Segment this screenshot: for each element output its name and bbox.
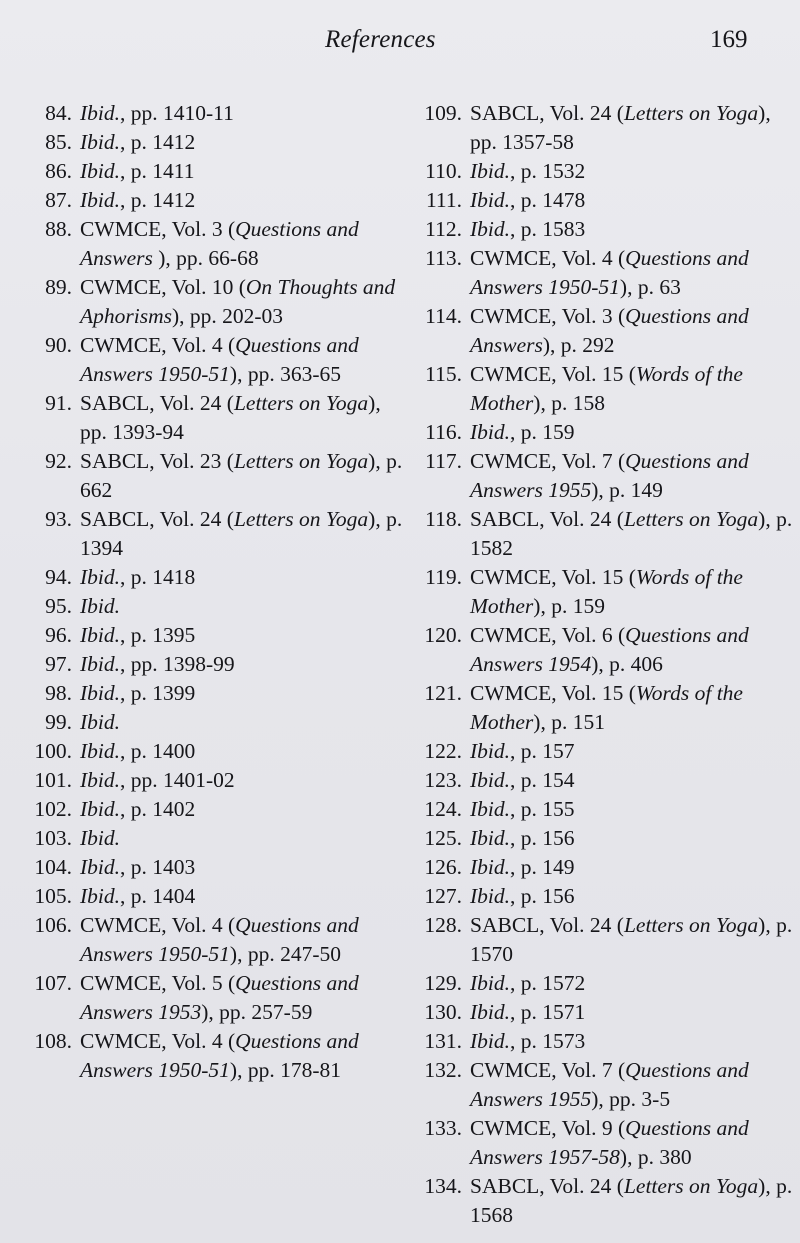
reference-citation [80, 1027, 408, 1085]
reference-entry [408, 244, 798, 302]
reference-citation [470, 1114, 798, 1172]
reference-entry [28, 331, 408, 389]
citation-text: , p. 1478 [510, 188, 586, 212]
reference-entry [408, 679, 798, 737]
reference-number: 93. [45, 507, 72, 531]
citation-italic-text: Ibid. [80, 797, 121, 821]
citation-text: , p. 1395 [120, 623, 196, 647]
citation-text: ), pp. 363-65 [229, 362, 341, 386]
citation-italic-text: Ibid. [80, 623, 121, 647]
citation-text: ), pp. 66-68 [158, 246, 259, 270]
reference-number: 103. [34, 826, 72, 850]
reference-entry [28, 128, 408, 157]
reference-number: 129. [424, 971, 462, 995]
reference-citation [470, 99, 798, 157]
citation-italic-text: Questions and Answers 1950-51 [80, 913, 359, 966]
citation-text: ), p. 380 [619, 1145, 692, 1169]
reference-entry [28, 621, 408, 650]
citation-italic-text: Ibid. [470, 217, 511, 241]
reference-citation [80, 331, 408, 389]
citation-text: , p. 1583 [510, 217, 586, 241]
citation-italic-text: Questions and Answers 1954 [470, 623, 749, 676]
citation-italic-text: Questions and Answers 1957-58 [470, 1116, 749, 1169]
reference-citation [80, 186, 408, 215]
citation-text: ), p. 662 [80, 449, 403, 502]
citation-text: ), pp. 202-03 [171, 304, 284, 328]
reference-number: 127. [424, 884, 462, 908]
citation-text: , p. 1412 [120, 130, 196, 154]
reference-entry [408, 1056, 798, 1114]
reference-number: 113. [425, 246, 462, 270]
citation-text: ), pp. 1393-94 [80, 391, 381, 444]
reference-number: 116. [425, 420, 462, 444]
citation-text: SABCL, Vol. 24 ( [470, 101, 624, 125]
reference-citation [470, 302, 798, 360]
citation-italic-text: Questions and Answers 1955 [470, 1058, 749, 1111]
reference-number: 96. [45, 623, 72, 647]
reference-entry [28, 795, 408, 824]
citation-italic-text: Ibid. [80, 652, 121, 676]
reference-number: 132. [424, 1058, 462, 1082]
reference-number: 111. [425, 188, 462, 212]
reference-entry [408, 737, 798, 766]
reference-number: 89. [45, 275, 72, 299]
citation-italic-text: Ibid. [470, 768, 511, 792]
citation-italic-text: Questions and Answers 1955 [470, 449, 749, 502]
citation-italic-text: Questions and Answers [80, 217, 359, 270]
citation-text: CWMCE, Vol. 15 ( [470, 681, 636, 705]
reference-citation [470, 563, 798, 621]
reference-entry [408, 621, 798, 679]
references-right-column [408, 99, 798, 1230]
reference-number: 85. [45, 130, 72, 154]
citation-text: SABCL, Vol. 24 ( [470, 1174, 624, 1198]
citation-italic-text: Ibid. [80, 855, 121, 879]
reference-citation [470, 505, 798, 563]
citation-text: ), pp. 247-50 [229, 942, 341, 966]
reference-number: 128. [424, 913, 462, 937]
citation-italic-text: Ibid. [470, 159, 511, 183]
citation-text: ), p. 406 [591, 652, 663, 676]
citation-italic-text: Ibid. [470, 855, 511, 879]
citation-italic-text: Letters on Yoga [623, 507, 759, 531]
running-title: References [325, 26, 436, 53]
reference-number: 100. [34, 739, 72, 763]
reference-entry [408, 302, 798, 360]
reference-number: 117. [425, 449, 462, 473]
citation-text: ), pp. 3-5 [591, 1087, 671, 1111]
citation-text: CWMCE, Vol. 10 ( [80, 275, 246, 299]
reference-number: 119. [425, 565, 462, 589]
reference-citation [470, 244, 798, 302]
reference-number: 126. [424, 855, 462, 879]
reference-citation [80, 911, 408, 969]
citation-italic-text: Ibid. [470, 884, 511, 908]
reference-number: 122. [424, 739, 462, 763]
reference-entry [28, 679, 408, 708]
reference-citation [470, 969, 798, 998]
citation-italic-text: Ibid. [470, 1029, 511, 1053]
citation-text: , p. 1572 [510, 971, 586, 995]
reference-number: 95. [45, 594, 72, 618]
reference-citation [470, 911, 798, 969]
citation-italic-text: Ibid. [470, 826, 511, 850]
reference-citation [80, 708, 408, 737]
reference-citation [470, 215, 798, 244]
citation-italic-text: Ibid. [80, 130, 121, 154]
reference-entry [28, 157, 408, 186]
citation-italic-text: Questions and Answers 1950-51 [470, 246, 749, 299]
reference-entry [408, 998, 798, 1027]
citation-text: ), p. 158 [533, 391, 605, 415]
reference-citation [80, 824, 408, 853]
reference-citation [470, 1172, 798, 1230]
citation-text: CWMCE, Vol. 3 ( [80, 217, 236, 241]
citation-text: , p. 1404 [120, 884, 196, 908]
reference-number: 94. [45, 565, 72, 589]
reference-entry [408, 795, 798, 824]
citation-text: SABCL, Vol. 24 ( [470, 913, 624, 937]
citation-text: , pp. 1410-11 [120, 101, 234, 125]
reference-entry [408, 766, 798, 795]
citation-text: ), p. 1570 [470, 913, 793, 966]
reference-number: 131. [424, 1029, 462, 1053]
citation-text: , p. 1399 [120, 681, 196, 705]
citation-italic-text: Letters on Yoga [623, 1174, 759, 1198]
reference-citation [80, 650, 408, 679]
citation-italic-text: Ibid. [470, 420, 511, 444]
citation-italic-text: Ibid. [80, 565, 121, 589]
reference-citation [470, 853, 798, 882]
reference-entry [28, 737, 408, 766]
citation-text: , p. 159 [510, 420, 575, 444]
citation-text: CWMCE, Vol. 7 ( [470, 449, 626, 473]
reference-citation [470, 447, 798, 505]
reference-number: 109. [424, 101, 462, 125]
citation-italic-text: Ibid. [470, 739, 511, 763]
citation-italic-text: Letters on Yoga [623, 101, 759, 125]
citation-text: ), p. 63 [619, 275, 681, 299]
citation-italic-text: Words of the Mother [470, 362, 743, 415]
citation-italic-text: Ibid. [80, 101, 121, 125]
citation-text: , p. 156 [510, 826, 575, 850]
reference-entry [408, 215, 798, 244]
reference-entry [28, 969, 408, 1027]
citation-italic-text: Letters on Yoga [233, 391, 369, 415]
reference-number: 102. [34, 797, 72, 821]
citation-italic-text: Letters on Yoga [623, 913, 759, 937]
reference-number: 134. [424, 1174, 462, 1198]
citation-text: , p. 1571 [510, 1000, 586, 1024]
reference-entry [28, 186, 408, 215]
reference-entry [28, 911, 408, 969]
reference-citation [470, 998, 798, 1027]
reference-number: 124. [424, 797, 462, 821]
citation-italic-text: Ibid. [80, 826, 121, 850]
citation-italic-text: Ibid. [80, 188, 121, 212]
citation-text: CWMCE, Vol. 4 ( [470, 246, 626, 270]
reference-citation [80, 882, 408, 911]
citation-text: ), p. 292 [542, 333, 615, 357]
reference-entry [28, 99, 408, 128]
citation-text: CWMCE, Vol. 4 ( [80, 1029, 236, 1053]
citation-text: ), pp. 178-81 [229, 1058, 341, 1082]
reference-number: 105. [34, 884, 72, 908]
reference-citation [80, 621, 408, 650]
reference-citation [80, 592, 408, 621]
reference-number: 84. [45, 101, 72, 125]
reference-entry [28, 447, 408, 505]
reference-citation [470, 1056, 798, 1114]
reference-entry [28, 389, 408, 447]
reference-entry [28, 853, 408, 882]
reference-entry [28, 592, 408, 621]
citation-text: , p. 154 [510, 768, 575, 792]
citation-italic-text: On Thoughts and Aphorisms [80, 275, 396, 328]
reference-number: 130. [424, 1000, 462, 1024]
reference-entry [28, 708, 408, 737]
citation-text: CWMCE, Vol. 7 ( [470, 1058, 626, 1082]
citation-italic-text: Words of the Mother [470, 565, 743, 618]
citation-text: SABCL, Vol. 24 ( [80, 391, 234, 415]
citation-text: CWMCE, Vol. 6 ( [470, 623, 626, 647]
reference-entry [28, 563, 408, 592]
citation-italic-text: Ibid. [80, 884, 121, 908]
citation-text: , p. 156 [510, 884, 575, 908]
reference-entry [408, 99, 798, 157]
reference-number: 110. [425, 159, 462, 183]
reference-number: 106. [34, 913, 72, 937]
reference-number: 86. [45, 159, 72, 183]
citation-text: , p. 1400 [120, 739, 196, 763]
citation-italic-text: Letters on Yoga [233, 507, 369, 531]
citation-italic-text: Questions and Answers 1950-51 [80, 333, 359, 386]
reference-citation [80, 766, 408, 795]
reference-number: 104. [34, 855, 72, 879]
citation-italic-text: Ibid. [470, 1000, 511, 1024]
citation-italic-text: Ibid. [80, 594, 121, 618]
reference-number: 88. [45, 217, 72, 241]
reference-entry [408, 186, 798, 215]
citation-italic-text: Ibid. [80, 681, 121, 705]
reference-entry [408, 824, 798, 853]
reference-number: 108. [34, 1029, 72, 1053]
reference-citation [80, 215, 408, 273]
citation-text: CWMCE, Vol. 15 ( [470, 362, 636, 386]
citation-text: , p. 1532 [510, 159, 586, 183]
citation-italic-text: Ibid. [470, 797, 511, 821]
reference-entry [28, 215, 408, 273]
reference-entry [408, 882, 798, 911]
citation-italic-text: Questions and Answers [470, 304, 749, 357]
citation-text: , p. 1402 [120, 797, 196, 821]
reference-number: 123. [424, 768, 462, 792]
citation-text: ), p. 149 [591, 478, 663, 502]
reference-number: 97. [45, 652, 72, 676]
reference-entry [408, 1172, 798, 1230]
reference-citation [470, 1027, 798, 1056]
citation-italic-text: Words of the Mother [470, 681, 743, 734]
reference-entry [408, 418, 798, 447]
reference-citation [470, 824, 798, 853]
reference-number: 90. [45, 333, 72, 357]
citation-italic-text: Ibid. [80, 710, 121, 734]
reference-number: 87. [45, 188, 72, 212]
reference-entry [28, 766, 408, 795]
reference-number: 125. [424, 826, 462, 850]
reference-citation [470, 157, 798, 186]
reference-citation [470, 679, 798, 737]
reference-citation [80, 737, 408, 766]
citation-text: SABCL, Vol. 24 ( [470, 507, 624, 531]
reference-number: 99. [45, 710, 72, 734]
citation-text: , p. 1418 [120, 565, 196, 589]
reference-number: 101. [34, 768, 72, 792]
citation-text: ), p. 1582 [470, 507, 793, 560]
reference-number: 107. [34, 971, 72, 995]
reference-entry [28, 1027, 408, 1085]
citation-text: CWMCE, Vol. 3 ( [470, 304, 626, 328]
reference-citation [80, 447, 408, 505]
reference-citation [80, 563, 408, 592]
reference-entry [408, 157, 798, 186]
citation-italic-text: Ibid. [470, 971, 511, 995]
citation-text: CWMCE, Vol. 5 ( [80, 971, 236, 995]
reference-citation [470, 418, 798, 447]
reference-citation [80, 795, 408, 824]
citation-italic-text: Ibid. [470, 188, 511, 212]
citation-text: ), p. 1568 [470, 1174, 793, 1227]
citation-text: CWMCE, Vol. 15 ( [470, 565, 636, 589]
citation-italic-text: Letters on Yoga [233, 449, 369, 473]
reference-number: 115. [425, 362, 462, 386]
citation-text: SABCL, Vol. 23 ( [80, 449, 234, 473]
reference-citation [470, 737, 798, 766]
reference-citation [470, 766, 798, 795]
reference-citation [80, 389, 408, 447]
citation-text: ), p. 1394 [80, 507, 403, 560]
reference-entry [408, 853, 798, 882]
reference-citation [80, 157, 408, 186]
citation-text: , p. 155 [510, 797, 575, 821]
reference-entry [408, 360, 798, 418]
citation-text: SABCL, Vol. 24 ( [80, 507, 234, 531]
citation-italic-text: Questions and Answers 1950-51 [80, 1029, 359, 1082]
reference-citation [470, 186, 798, 215]
reference-citation [470, 882, 798, 911]
reference-citation [470, 795, 798, 824]
page-number: 169 [710, 26, 748, 53]
reference-citation [80, 969, 408, 1027]
citation-italic-text: Ibid. [80, 768, 121, 792]
references-left-column [28, 99, 408, 1085]
reference-citation [80, 679, 408, 708]
reference-citation [80, 128, 408, 157]
reference-number: 121. [424, 681, 462, 705]
reference-citation [80, 853, 408, 882]
reference-number: 112. [425, 217, 462, 241]
citation-text: , p. 1412 [120, 188, 196, 212]
reference-number: 133. [424, 1116, 462, 1140]
reference-citation [80, 99, 408, 128]
reference-citation [470, 360, 798, 418]
reference-entry [408, 505, 798, 563]
citation-text: , p. 1403 [120, 855, 196, 879]
citation-text: , pp. 1398-99 [120, 652, 235, 676]
reference-entry [28, 505, 408, 563]
citation-italic-text: Ibid. [80, 159, 121, 183]
reference-number: 98. [45, 681, 72, 705]
reference-entry [28, 882, 408, 911]
reference-entry [28, 650, 408, 679]
reference-entry [408, 911, 798, 969]
citation-text: , p. 1573 [510, 1029, 586, 1053]
citation-text: ), p. 151 [533, 710, 605, 734]
citation-text: ), pp. 257-59 [201, 1000, 313, 1024]
citation-text: , pp. 1401-02 [120, 768, 235, 792]
reference-entry [28, 273, 408, 331]
reference-number: 118. [425, 507, 462, 531]
citation-italic-text: Questions and Answers 1953 [80, 971, 359, 1024]
reference-number: 120. [424, 623, 462, 647]
citation-text: CWMCE, Vol. 4 ( [80, 913, 236, 937]
citation-text: ), p. 159 [533, 594, 605, 618]
citation-text: , p. 157 [510, 739, 575, 763]
reference-citation [80, 273, 408, 331]
reference-entry [408, 969, 798, 998]
reference-entry [408, 1027, 798, 1056]
reference-number: 92. [45, 449, 72, 473]
running-head [0, 22, 800, 62]
citation-italic-text: Ibid. [80, 739, 121, 763]
reference-citation [80, 505, 408, 563]
reference-entry [28, 824, 408, 853]
citation-text: , p. 149 [510, 855, 575, 879]
reference-entry [408, 1114, 798, 1172]
citation-text: CWMCE, Vol. 4 ( [80, 333, 236, 357]
reference-entry [408, 447, 798, 505]
citation-text: ), pp. 1357-58 [470, 101, 771, 154]
citation-text: , p. 1411 [120, 159, 195, 183]
reference-citation [470, 621, 798, 679]
reference-number: 114. [425, 304, 462, 328]
citation-text: CWMCE, Vol. 9 ( [470, 1116, 626, 1140]
reference-entry [408, 563, 798, 621]
reference-number: 91. [45, 391, 72, 415]
